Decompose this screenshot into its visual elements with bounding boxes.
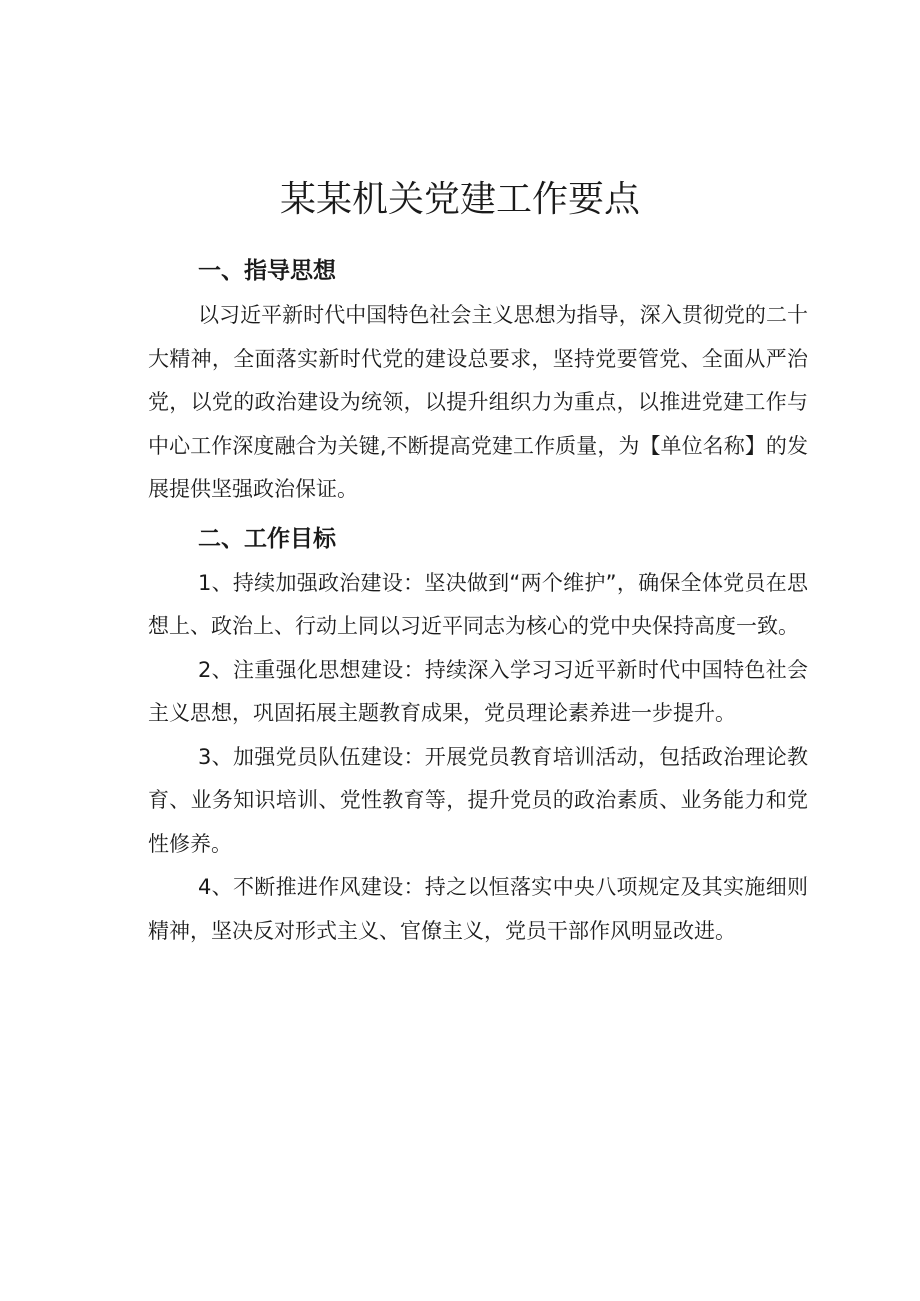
document-title: 某某机关党建工作要点: [279, 179, 640, 221]
paragraph-goal-2: 2、注重强化思想建设：持续深入学习习近平新时代中国特色社会主义思想，巩固拓展主题教育成果，党员理论素养进一步提升。: [148, 657, 808, 725]
document-body: [148, 248, 808, 953]
paragraph-goal-1: 1、持续加强政治建设：坚决做到“两个维护”，确保全体党员在思想上、政治上、行动上同以习近平同志为核心的党中央保持高度一致。: [148, 570, 808, 638]
paragraph: 以习近平新时代中国特色社会主义思想为指导，深入贯彻党的二十大精神，全面落实新时代党的建设总要求，坚持党要管党、全面从严治党，以党的政治建设为统领，以提升组织力为重点，以推进党建工作与中心工作深度融合为关键,不断提高党建工作质量，为【单位名称】的发展提供坚强政治保证。: [148, 303, 808, 501]
section-heading: 一、指导思想: [198, 258, 336, 284]
section-heading: 二、工作目标: [198, 525, 336, 552]
paragraph-goal-3: 3、加强党员队伍建设：开展党员教育培训活动，包括政治理论教育、业务知识培训、党性教育等，提升党员的政治素质、业务能力和党性修养。: [148, 744, 808, 856]
section-guiding-thought: [148, 248, 808, 512]
paragraph-goal-4: 4、不断推进作风建设：持之以恒落实中央八项规定及其实施细则精神，坚决反对形式主义、官僚主义，党员干部作风明显改进。: [148, 875, 808, 943]
section-work-goals: [148, 516, 808, 954]
